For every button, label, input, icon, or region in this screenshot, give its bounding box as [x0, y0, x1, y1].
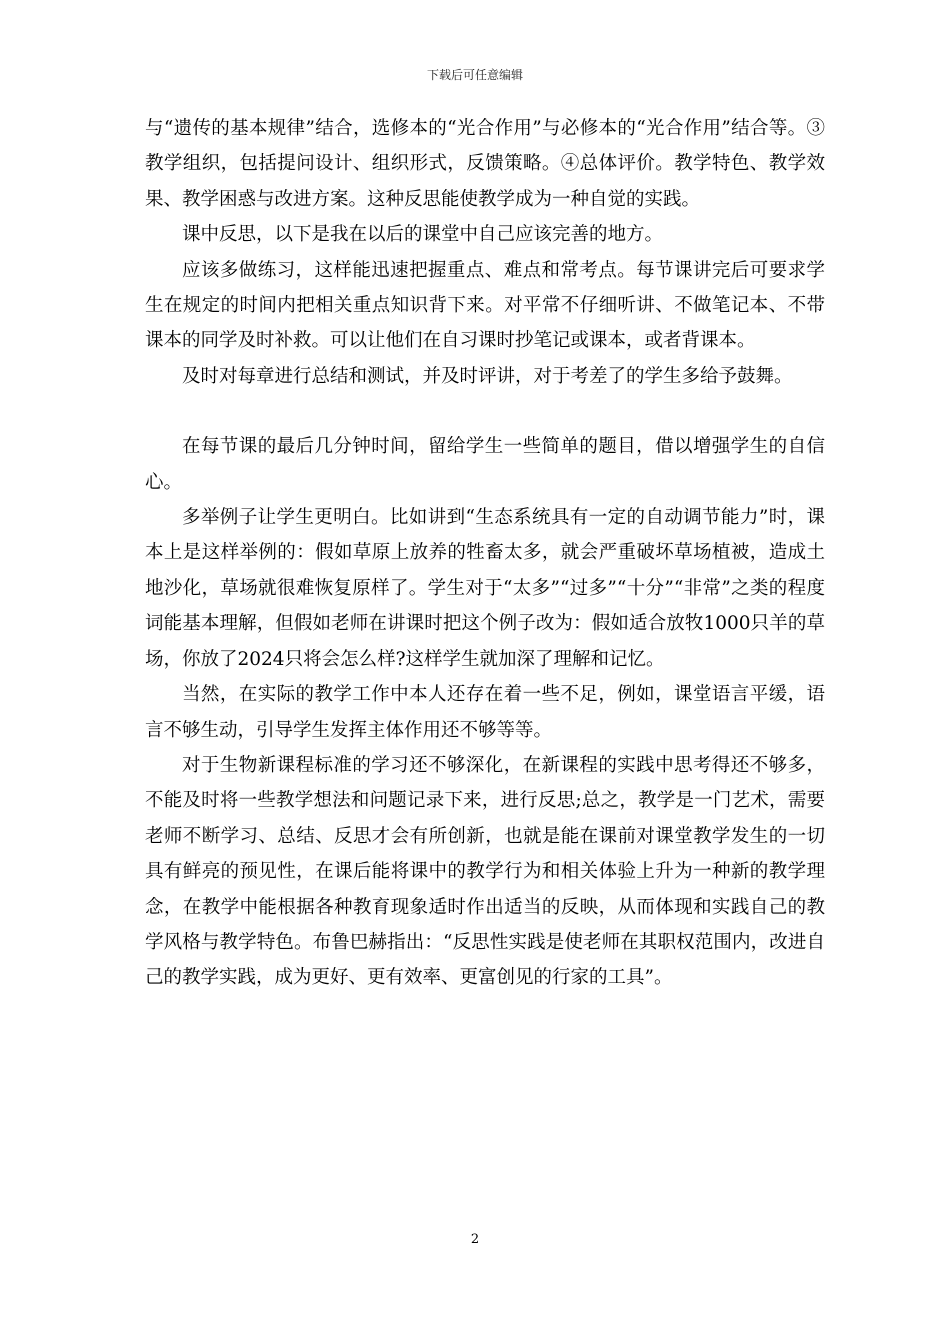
page-number-text: 2 — [470, 1232, 480, 1247]
page-header — [0, 67, 950, 83]
paragraph: 多举例子让学生更明白。比如讲到“生态系统具有一定的自动调节能力”时，课本上是这样举例的：假如草原上放养的牲畜太多，就会严重破坏草场植被，造成土地沙化，草场就很难恢复原样了。学生对于“太多”“过多”“十分”“非常”之类的程度词能基本理解，但假如老师在讲课时把这个例子改为：假如适合放牧1000只羊的草场，你放了2024只将会怎么样?这样学生就加深了理解和记忆。 — [145, 507, 825, 670]
paragraph: 在每节课的最后几分钟时间，留给学生一些简单的题目，借以增强学生的自信心。 — [145, 436, 825, 493]
paragraph: 当然，在实际的教学工作中本人还存在着一些不足，例如，课堂语言平缓，语言不够生动，引导学生发挥主体作用还不够等等。 — [145, 684, 825, 741]
paragraph: 课中反思，以下是我在以后的课堂中自己应该完善的地方。 — [182, 224, 664, 246]
paragraph: 应该多做练习，这样能迅速把握重点、难点和常考点。每节课讲完后可要求学生在规定的时间内把相关重点知识背下来。对平常不仔细听讲、不做笔记本、不带课本的同学及时补救。可以让他们在自习课时抄笔记或课本，或者背课本。 — [145, 259, 825, 352]
page-number — [0, 1232, 950, 1248]
paragraph-continuation: 与“遗传的基本规律”结合，选修本的“光合作用”与必修本的“光合作用”结合等。③教学组织，包括提问设计、组织形式，反馈策略。④总体评价。教学特色、教学效果、教学困惑与改进方案。这种反思能使教学成为一种自觉的实践。 — [145, 118, 825, 210]
paragraph: 对于生物新课程标准的学习还不够深化，在新课程的实践中思考得还不够多，不能及时将一些教学想法和问题记录下来，进行反思;总之，教学是一门艺术，需要老师不断学习、总结、反思才会有所创新，也就是能在课前对课堂教学发生的一切具有鲜亮的预见性，在课后能将课中的教学行为和相关体验上升为一种新的教学理念，在教学中能根据各种教育现象适时作出适当的反映，从而体现和实践自己的教学风格与教学特色。布鲁巴赫指出：“反思性实践是使老师在其职权范围内，改进自己的教学实践，成为更好、更有效率、更富创见的行家的工具”。 — [145, 754, 825, 989]
document-body — [145, 111, 825, 996]
header-text: 下载后可任意编辑 — [426, 68, 523, 82]
paragraph: 及时对每章进行总结和测试，并及时评讲，对于考差了的学生多给予鼓舞。 — [182, 365, 793, 387]
